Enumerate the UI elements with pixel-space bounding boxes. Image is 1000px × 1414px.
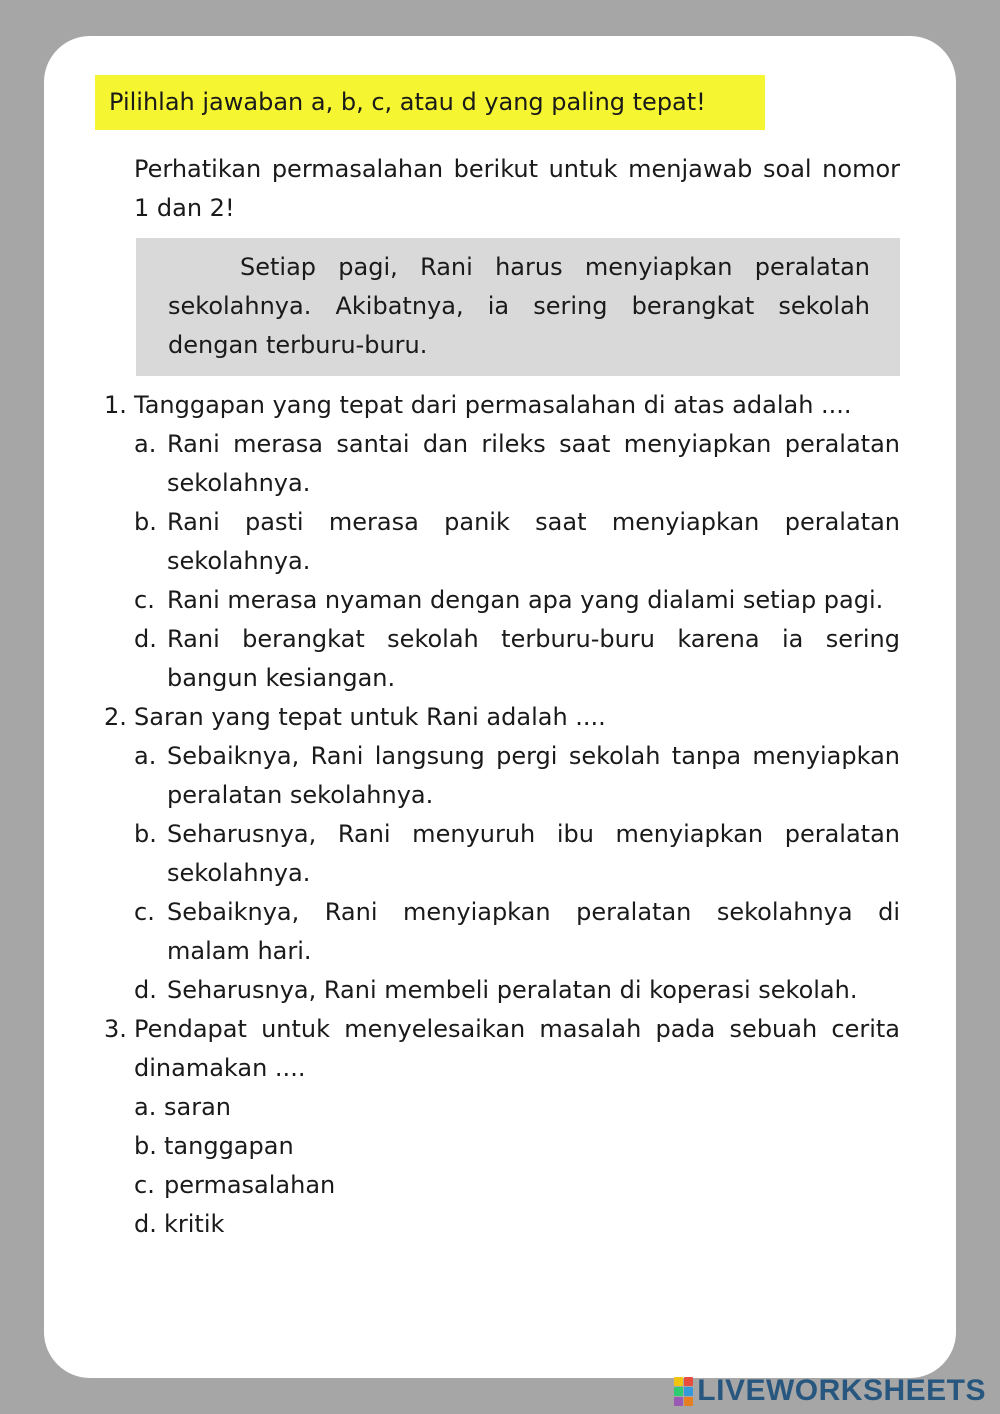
question-text: Pendapat untuk menyelesaikan masalah pada sebuah cerita dinamakan .... xyxy=(134,1015,900,1082)
logo-tile xyxy=(684,1397,693,1406)
option-text: saran xyxy=(164,1093,231,1121)
option-d[interactable] xyxy=(134,971,900,1010)
option-text: Sebaiknya, Rani langsung pergi sekolah tanpa menyiapkan peralatan sekolahnya. xyxy=(167,742,900,809)
option-letter: b. xyxy=(134,820,157,848)
option-letter: c. xyxy=(134,586,155,614)
option-text: Seharusnya, Rani menyuruh ibu menyiapkan peralatan sekolahnya. xyxy=(167,820,900,887)
logo-tile xyxy=(684,1387,693,1396)
liveworksheets-brand[interactable] xyxy=(674,1372,986,1410)
logo-tile xyxy=(674,1397,683,1406)
option-letter: a. xyxy=(134,430,157,458)
question-text: Tanggapan yang tepat dari permasalahan di atas adalah .... xyxy=(134,391,852,419)
logo-tile xyxy=(684,1377,693,1386)
option-list xyxy=(134,425,900,698)
question-number: 1. xyxy=(104,391,127,419)
option-letter: c. xyxy=(134,898,155,926)
option-b[interactable] xyxy=(134,815,900,893)
option-b[interactable] xyxy=(134,1127,900,1166)
option-text: Rani berangkat sekolah terburu-buru karena ia sering bangun kesiangan. xyxy=(167,625,900,692)
instruction-banner: Pilihlah jawaban a, b, c, atau d yang paling tepat! xyxy=(95,75,765,130)
option-text: Seharusnya, Rani membeli peralatan di koperasi sekolah. xyxy=(167,976,858,1004)
question-number: 3. xyxy=(104,1015,127,1043)
story-box: Setiap pagi, Rani harus menyiapkan peralatan sekolahnya. Akibatnya, ia sering berangkat sekolah dengan terburu-buru. xyxy=(136,238,900,376)
question-3 xyxy=(100,1010,900,1244)
option-letter: d. xyxy=(134,1210,157,1238)
option-letter: b. xyxy=(134,508,157,536)
option-text: permasalahan xyxy=(164,1171,336,1199)
option-a[interactable] xyxy=(134,737,900,815)
option-text: tanggapan xyxy=(164,1132,294,1160)
option-c[interactable] xyxy=(134,1166,900,1205)
option-b[interactable] xyxy=(134,503,900,581)
option-text: Rani merasa nyaman dengan apa yang dialami setiap pagi. xyxy=(167,586,884,614)
question-1 xyxy=(100,386,900,698)
option-letter: a. xyxy=(134,742,157,770)
option-letter: d. xyxy=(134,976,157,1004)
option-a[interactable] xyxy=(134,1088,900,1127)
option-text: Rani merasa santai dan rileks saat menyiapkan peralatan sekolahnya. xyxy=(167,430,900,497)
logo-tile xyxy=(674,1387,683,1396)
option-c[interactable] xyxy=(134,893,900,971)
option-text: Rani pasti merasa panik saat menyiapkan peralatan sekolahnya. xyxy=(167,508,900,575)
option-text: Sebaiknya, Rani menyiapkan peralatan sekolahnya di malam hari. xyxy=(167,898,900,965)
liveworksheets-logo-icon xyxy=(674,1377,693,1406)
option-letter: c. xyxy=(134,1171,155,1199)
question-list xyxy=(100,386,900,1244)
question-number: 2. xyxy=(104,703,127,731)
option-d[interactable] xyxy=(134,1205,900,1244)
option-d[interactable] xyxy=(134,620,900,698)
question-2 xyxy=(100,698,900,1010)
logo-tile xyxy=(674,1377,683,1386)
option-letter: a. xyxy=(134,1093,157,1121)
option-letter: d. xyxy=(134,625,157,653)
question-text: Saran yang tepat untuk Rani adalah .... xyxy=(134,703,606,731)
intro-text: Perhatikan permasalahan berikut untuk menjawab soal nomor 1 dan 2! xyxy=(134,155,900,222)
brand-name: LIVEWORKSHEETS xyxy=(697,1374,986,1407)
option-c[interactable] xyxy=(134,581,900,620)
option-letter: b. xyxy=(134,1132,157,1160)
option-a[interactable] xyxy=(134,425,900,503)
option-list xyxy=(134,737,900,1010)
option-list xyxy=(134,1088,900,1244)
option-text: kritik xyxy=(164,1210,225,1238)
